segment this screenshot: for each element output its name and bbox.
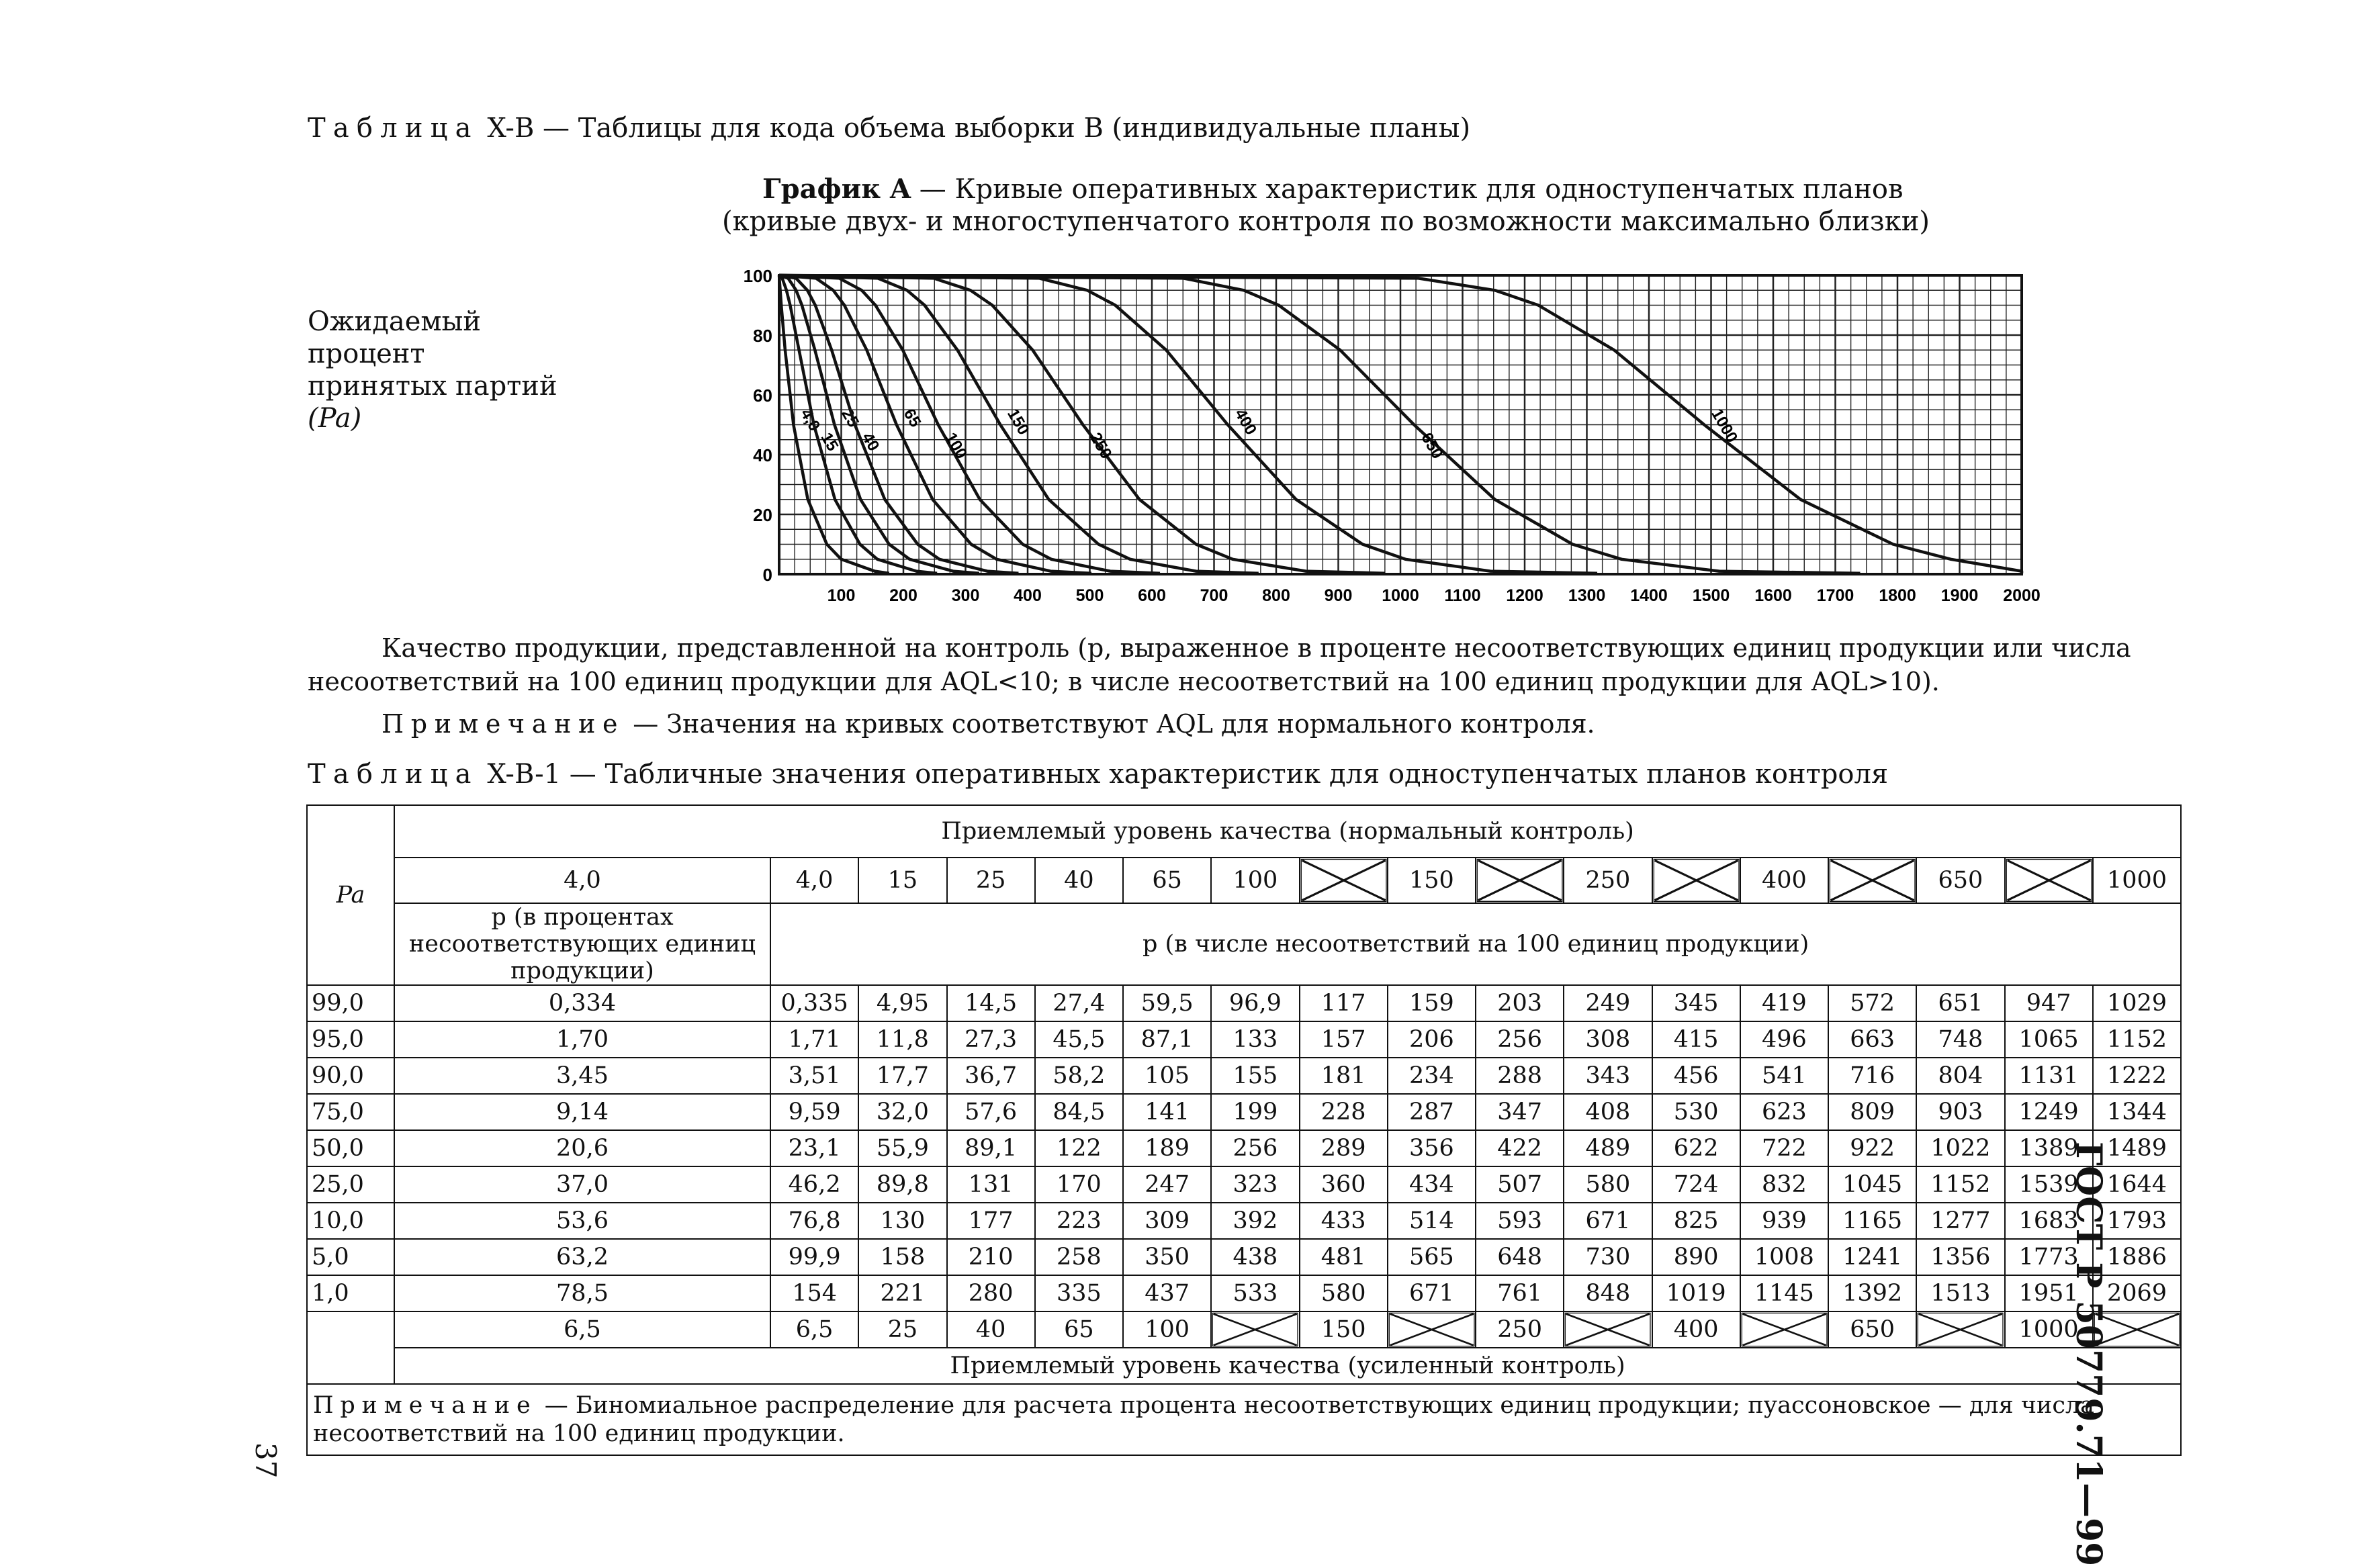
percent-cell: 1,70: [394, 1021, 770, 1058]
x-tick-label: 400: [1014, 586, 1042, 605]
pa-cell: 99,0: [307, 985, 394, 1021]
tightened-aql: 6,5: [770, 1311, 858, 1348]
value-cell: 1513: [1916, 1275, 2004, 1311]
value-cell: 1241: [1828, 1239, 1916, 1275]
value-cell: 181: [1300, 1058, 1388, 1094]
na-cross-cell: [1564, 1311, 1652, 1348]
value-cell: 939: [1740, 1203, 1828, 1239]
value-cell: 84,5: [1035, 1094, 1123, 1130]
value-cell: 1489: [2093, 1130, 2181, 1166]
x-tick-label: 1300: [1568, 586, 1606, 605]
value-cell: 89,1: [947, 1130, 1035, 1166]
tightened-aql: 1000: [2005, 1311, 2093, 1348]
curve-label: 100: [941, 429, 971, 462]
x-tick-label: 1500: [1692, 586, 1730, 605]
na-cross-cell: [1916, 1311, 2004, 1348]
value-cell: 2069: [2093, 1275, 2181, 1311]
value-cell: 533: [1211, 1275, 1299, 1311]
curve-label: 250: [1086, 429, 1116, 462]
pa-cell: 50,0: [307, 1130, 394, 1166]
value-cell: 3,51: [770, 1058, 858, 1094]
value-cell: 1277: [1916, 1203, 2004, 1239]
aql-header: 40: [1035, 858, 1123, 903]
note-graph-text: — Значения на кривых соответствуют AQL для нормального контроля.: [625, 709, 1595, 739]
value-cell: 360: [1300, 1166, 1388, 1203]
aql-header: 400: [1740, 858, 1828, 903]
value-cell: 57,6: [947, 1094, 1035, 1130]
value-cell: 530: [1652, 1094, 1740, 1130]
value-cell: 45,5: [1035, 1021, 1123, 1058]
value-cell: 249: [1564, 985, 1652, 1021]
curve-label: 650: [1417, 429, 1447, 462]
graph-title-rest: — Кривые оперативных характеристик для одноступенчатых планов: [911, 174, 1904, 205]
percent-cell: 3,45: [394, 1058, 770, 1094]
value-cell: 496: [1740, 1021, 1828, 1058]
tightened-percent: 6,5: [394, 1311, 770, 1348]
value-cell: 419: [1740, 985, 1828, 1021]
na-cross-cell: [1476, 858, 1564, 903]
value-cell: 580: [1564, 1166, 1652, 1203]
x-tick-label: 1200: [1506, 586, 1543, 605]
value-cell: 17,7: [858, 1058, 946, 1094]
value-cell: 903: [1916, 1094, 2004, 1130]
value-cell: 514: [1388, 1203, 1476, 1239]
value-cell: 1019: [1652, 1275, 1740, 1311]
value-cell: 206: [1388, 1021, 1476, 1058]
na-cross-cell: [1652, 858, 1740, 903]
value-cell: 133: [1211, 1021, 1299, 1058]
value-cell: 489: [1564, 1130, 1652, 1166]
tightened-label: Приемлемый уровень качества (усиленный контроль): [394, 1348, 2181, 1384]
value-cell: 287: [1388, 1094, 1476, 1130]
value-cell: 258: [1035, 1239, 1123, 1275]
value-cell: 158: [858, 1239, 946, 1275]
curve-label: 1000: [1707, 406, 1742, 446]
value-cell: 832: [1740, 1166, 1828, 1203]
value-cell: 1029: [2093, 985, 2181, 1021]
value-cell: 210: [947, 1239, 1035, 1275]
document-code: ГОСТ Р 50779.71—99: [2068, 1142, 2109, 1567]
table-row: [307, 1275, 2181, 1311]
value-cell: 27,3: [947, 1021, 1035, 1058]
graph-title-bold: График A: [762, 173, 911, 205]
pa-header-text: Pa: [336, 882, 365, 909]
tightened-aql: 25: [858, 1311, 946, 1348]
value-cell: 347: [1476, 1094, 1564, 1130]
curve-label: 25: [838, 406, 862, 430]
note-graph: [382, 709, 1595, 739]
value-cell: 155: [1211, 1058, 1299, 1094]
value-cell: 234: [1388, 1058, 1476, 1094]
tightened-aql: 250: [1476, 1311, 1564, 1348]
tightened-aql: 65: [1035, 1311, 1123, 1348]
x-tick-label: 1600: [1754, 586, 1792, 605]
normal-inspection-header: Приемлемый уровень качества (нормальный контроль): [394, 805, 2181, 858]
value-cell: 623: [1740, 1094, 1828, 1130]
x-tick-label: 700: [1200, 586, 1228, 605]
tightened-aql: 100: [1123, 1311, 1211, 1348]
percent-cell: 20,6: [394, 1130, 770, 1166]
value-cell: 76,8: [770, 1203, 858, 1239]
value-cell: 1045: [1828, 1166, 1916, 1203]
curve-label: 4,0: [797, 406, 824, 434]
x-tick-label: 1900: [1940, 586, 1979, 605]
value-cell: 1249: [2005, 1094, 2093, 1130]
percent-cell: 9,14: [394, 1094, 770, 1130]
tightened-aql: 650: [1828, 1311, 1916, 1348]
x-tick-label: 100: [827, 586, 856, 605]
value-cell: 141: [1123, 1094, 1211, 1130]
table-title: [308, 113, 1470, 144]
value-cell: 14,5: [947, 985, 1035, 1021]
aql-header: 4,0: [770, 858, 858, 903]
table2-title: [308, 759, 1888, 790]
table-note: [307, 1384, 2181, 1455]
table-note-label: Примечание: [313, 1392, 537, 1419]
na-cross-cell: [1828, 858, 1916, 903]
aql-header: 1000: [2093, 858, 2181, 903]
table2-title-rest: X-B-1 — Табличные значения оперативных характеристик для одноступенчатых планов контроля: [487, 759, 1889, 790]
aql-header: 15: [858, 858, 946, 903]
value-cell: 408: [1564, 1094, 1652, 1130]
value-cell: 580: [1300, 1275, 1388, 1311]
table-row: [307, 1094, 2181, 1130]
curve-label: 400: [1230, 406, 1261, 439]
value-cell: 99,9: [770, 1239, 858, 1275]
value-cell: 1165: [1828, 1203, 1916, 1239]
value-cell: 1145: [1740, 1275, 1828, 1311]
value-cell: 105: [1123, 1058, 1211, 1094]
value-cell: 289: [1300, 1130, 1388, 1166]
pa-cell: 10,0: [307, 1203, 394, 1239]
value-cell: 825: [1652, 1203, 1740, 1239]
value-cell: 280: [947, 1275, 1035, 1311]
table-row: [307, 1058, 2181, 1094]
value-cell: 1793: [2093, 1203, 2181, 1239]
y-axis-label-line3: (Pa): [308, 403, 362, 434]
x-tick-label: 1000: [1382, 586, 1419, 605]
value-cell: 1392: [1828, 1275, 1916, 1311]
value-cell: 1773: [2005, 1239, 2093, 1275]
value-cell: 308: [1564, 1021, 1652, 1058]
page-number: 37: [249, 1442, 282, 1479]
oc-chart: [712, 248, 2055, 611]
value-cell: 343: [1564, 1058, 1652, 1094]
y-axis-label: [308, 306, 590, 434]
value-cell: 130: [858, 1203, 946, 1239]
value-cell: 716: [1828, 1058, 1916, 1094]
value-cell: 256: [1211, 1130, 1299, 1166]
value-cell: 593: [1476, 1203, 1564, 1239]
graph-subtitle: (кривые двух- и многоступенчатого контроля по возможности максимально близки): [722, 206, 1930, 237]
table-row: [307, 985, 2181, 1021]
table-word: Таблица: [308, 113, 479, 144]
value-cell: 651: [1916, 985, 2004, 1021]
value-cell: 922: [1828, 1130, 1916, 1166]
value-cell: 1008: [1740, 1239, 1828, 1275]
curve-label: 65: [899, 406, 925, 430]
value-cell: 415: [1652, 1021, 1740, 1058]
curve-label: 40: [858, 429, 883, 455]
aql-header: 650: [1916, 858, 2004, 903]
x-tick-label: 300: [951, 586, 980, 605]
table-row: [307, 1166, 2181, 1203]
x-tick-label: 600: [1138, 586, 1166, 605]
na-cross-cell: [1300, 858, 1388, 903]
value-cell: 433: [1300, 1203, 1388, 1239]
y-tick-label: 40: [753, 445, 772, 465]
value-cell: 59,5: [1123, 985, 1211, 1021]
value-cell: 761: [1476, 1275, 1564, 1311]
x-tick-label: 200: [889, 586, 917, 605]
value-cell: 1222: [2093, 1058, 2181, 1094]
value-cell: 1152: [2093, 1021, 2181, 1058]
percent-cell: 63,2: [394, 1239, 770, 1275]
tightened-aql: 150: [1300, 1311, 1388, 1348]
pa-cell: 1,0: [307, 1275, 394, 1311]
value-cell: 203: [1476, 985, 1564, 1021]
value-cell: 288: [1476, 1058, 1564, 1094]
value-cell: 1022: [1916, 1130, 2004, 1166]
table-note-text: — Биномиальное распределение для расчета процента несоответствующих единиц продукции; пуассоновское — для числа несоответствий на 100 единиц продукции.: [313, 1392, 2095, 1447]
value-cell: 87,1: [1123, 1021, 1211, 1058]
x-tick-label: 2000: [2003, 586, 2041, 605]
y-axis-label-line2: принятых партий: [308, 371, 557, 402]
table-row: [307, 1021, 2181, 1058]
value-cell: 722: [1740, 1130, 1828, 1166]
note-graph-label: Примечание: [382, 709, 625, 739]
value-cell: 1644: [2093, 1166, 2181, 1203]
percent-cell: 37,0: [394, 1166, 770, 1203]
pa-header: [307, 805, 394, 985]
value-cell: 89,8: [858, 1166, 946, 1203]
value-cell: 27,4: [1035, 985, 1123, 1021]
value-cell: 434: [1388, 1166, 1476, 1203]
x-tick-label: 900: [1324, 586, 1353, 605]
y-tick-label: 20: [753, 505, 772, 525]
value-cell: 46,2: [770, 1166, 858, 1203]
value-cell: 154: [770, 1275, 858, 1311]
value-cell: 671: [1388, 1275, 1476, 1311]
value-cell: 1951: [2005, 1275, 2093, 1311]
value-cell: 4,95: [858, 985, 946, 1021]
tightened-aql: 400: [1652, 1311, 1740, 1348]
value-cell: 848: [1564, 1275, 1652, 1311]
aql-header: 25: [947, 858, 1035, 903]
value-cell: 437: [1123, 1275, 1211, 1311]
value-cell: 1539: [2005, 1166, 2093, 1203]
value-cell: 572: [1828, 985, 1916, 1021]
value-cell: 748: [1916, 1021, 2004, 1058]
value-cell: 438: [1211, 1239, 1299, 1275]
value-cell: 804: [1916, 1058, 2004, 1094]
value-cell: 177: [947, 1203, 1035, 1239]
value-cell: 541: [1740, 1058, 1828, 1094]
na-cross-cell: [1211, 1311, 1299, 1348]
value-cell: 223: [1035, 1203, 1123, 1239]
value-cell: 58,2: [1035, 1058, 1123, 1094]
value-cell: 23,1: [770, 1130, 858, 1166]
value-cell: 345: [1652, 985, 1740, 1021]
na-cross-cell: [1740, 1311, 1828, 1348]
y-tick-label: 0: [762, 565, 772, 585]
value-cell: 1356: [1916, 1239, 2004, 1275]
value-cell: 947: [2005, 985, 2093, 1021]
value-cell: 256: [1476, 1021, 1564, 1058]
value-cell: 122: [1035, 1130, 1123, 1166]
x-tick-label: 1800: [1879, 586, 1916, 605]
x-tick-label: 1100: [1444, 586, 1481, 605]
quality-text: Качество продукции, представленной на контроль (p, выраженное в проценте несоответствующих единиц продукции или числа несоответствий на 100 единиц продукции для AQL<10; в числе несоответствий на 100 единиц продукции для AQL>10).: [308, 633, 2131, 696]
y-axis-label-line1: Ожидаемый процент: [308, 306, 482, 369]
table2-word: Таблица: [308, 759, 479, 790]
value-cell: 55,9: [858, 1130, 946, 1166]
na-cross-cell: [2005, 858, 2093, 903]
x-tick-label: 1700: [1816, 586, 1854, 605]
y-tick-label: 80: [753, 326, 772, 346]
pa-cell: 5,0: [307, 1239, 394, 1275]
x-tick-label: 500: [1075, 586, 1104, 605]
percent-cell: 0,334: [394, 985, 770, 1021]
value-cell: 159: [1388, 985, 1476, 1021]
p-percent-header: p (в процентах несоответствующих единиц продукции): [394, 903, 770, 985]
percent-cell: 78,5: [394, 1275, 770, 1311]
value-cell: 671: [1564, 1203, 1652, 1239]
value-cell: 456: [1652, 1058, 1740, 1094]
value-cell: 131: [947, 1166, 1035, 1203]
value-cell: 9,59: [770, 1094, 858, 1130]
aql-header: 250: [1564, 858, 1652, 903]
value-cell: 1,71: [770, 1021, 858, 1058]
value-cell: 221: [858, 1275, 946, 1311]
pa-cell: 90,0: [307, 1058, 394, 1094]
x-tick-label: 1400: [1630, 586, 1668, 605]
value-cell: 481: [1300, 1239, 1388, 1275]
value-cell: 1131: [2005, 1058, 2093, 1094]
oc-table: [306, 804, 2182, 1456]
aql-percent-header: 4,0: [394, 858, 770, 903]
value-cell: 228: [1300, 1094, 1388, 1130]
value-cell: 117: [1300, 985, 1388, 1021]
value-cell: 32,0: [858, 1094, 946, 1130]
table-row: [307, 1239, 2181, 1275]
pa-cell: 95,0: [307, 1021, 394, 1058]
value-cell: 1152: [1916, 1166, 2004, 1203]
value-cell: 622: [1652, 1130, 1740, 1166]
graph-title: [762, 173, 1903, 205]
value-cell: 96,9: [1211, 985, 1299, 1021]
pa-cell: 25,0: [307, 1166, 394, 1203]
blank-cell: [307, 1311, 394, 1384]
value-cell: 648: [1476, 1239, 1564, 1275]
aql-header: 100: [1211, 858, 1299, 903]
table-row: [307, 1203, 2181, 1239]
curve-label: 15: [817, 429, 842, 455]
p-count-header: p (в числе несоответствий на 100 единиц продукции): [770, 903, 2181, 985]
value-cell: 247: [1123, 1166, 1211, 1203]
value-cell: 392: [1211, 1203, 1299, 1239]
value-cell: 507: [1476, 1166, 1564, 1203]
value-cell: 422: [1476, 1130, 1564, 1166]
value-cell: 356: [1388, 1130, 1476, 1166]
value-cell: 323: [1211, 1166, 1299, 1203]
value-cell: 1886: [2093, 1239, 2181, 1275]
value-cell: 157: [1300, 1021, 1388, 1058]
curve-label: 150: [1003, 406, 1033, 439]
value-cell: 890: [1652, 1239, 1740, 1275]
y-tick-label: 60: [753, 385, 772, 406]
pa-cell: 75,0: [307, 1094, 394, 1130]
x-tick-label: 800: [1262, 586, 1290, 605]
value-cell: 724: [1652, 1166, 1740, 1203]
percent-cell: 53,6: [394, 1203, 770, 1239]
value-cell: 1389: [2005, 1130, 2093, 1166]
value-cell: 36,7: [947, 1058, 1035, 1094]
value-cell: 350: [1123, 1239, 1211, 1275]
value-cell: 1683: [2005, 1203, 2093, 1239]
value-cell: 1065: [2005, 1021, 2093, 1058]
value-cell: 730: [1564, 1239, 1652, 1275]
value-cell: 1344: [2093, 1094, 2181, 1130]
value-cell: 309: [1123, 1203, 1211, 1239]
value-cell: 663: [1828, 1021, 1916, 1058]
aql-header: 150: [1388, 858, 1476, 903]
value-cell: 170: [1035, 1166, 1123, 1203]
value-cell: 189: [1123, 1130, 1211, 1166]
value-cell: 11,8: [858, 1021, 946, 1058]
value-cell: 199: [1211, 1094, 1299, 1130]
aql-header: 65: [1123, 858, 1211, 903]
table-title-rest: X-B — Таблицы для кода объема выборки B (индивидуальные планы): [487, 113, 1471, 144]
table-row: [307, 1130, 2181, 1166]
value-cell: 335: [1035, 1275, 1123, 1311]
tightened-aql: 40: [947, 1311, 1035, 1348]
value-cell: 0,335: [770, 985, 858, 1021]
y-tick-label: 100: [743, 266, 772, 286]
na-cross-cell: [1388, 1311, 1476, 1348]
value-cell: 565: [1388, 1239, 1476, 1275]
value-cell: 809: [1828, 1094, 1916, 1130]
